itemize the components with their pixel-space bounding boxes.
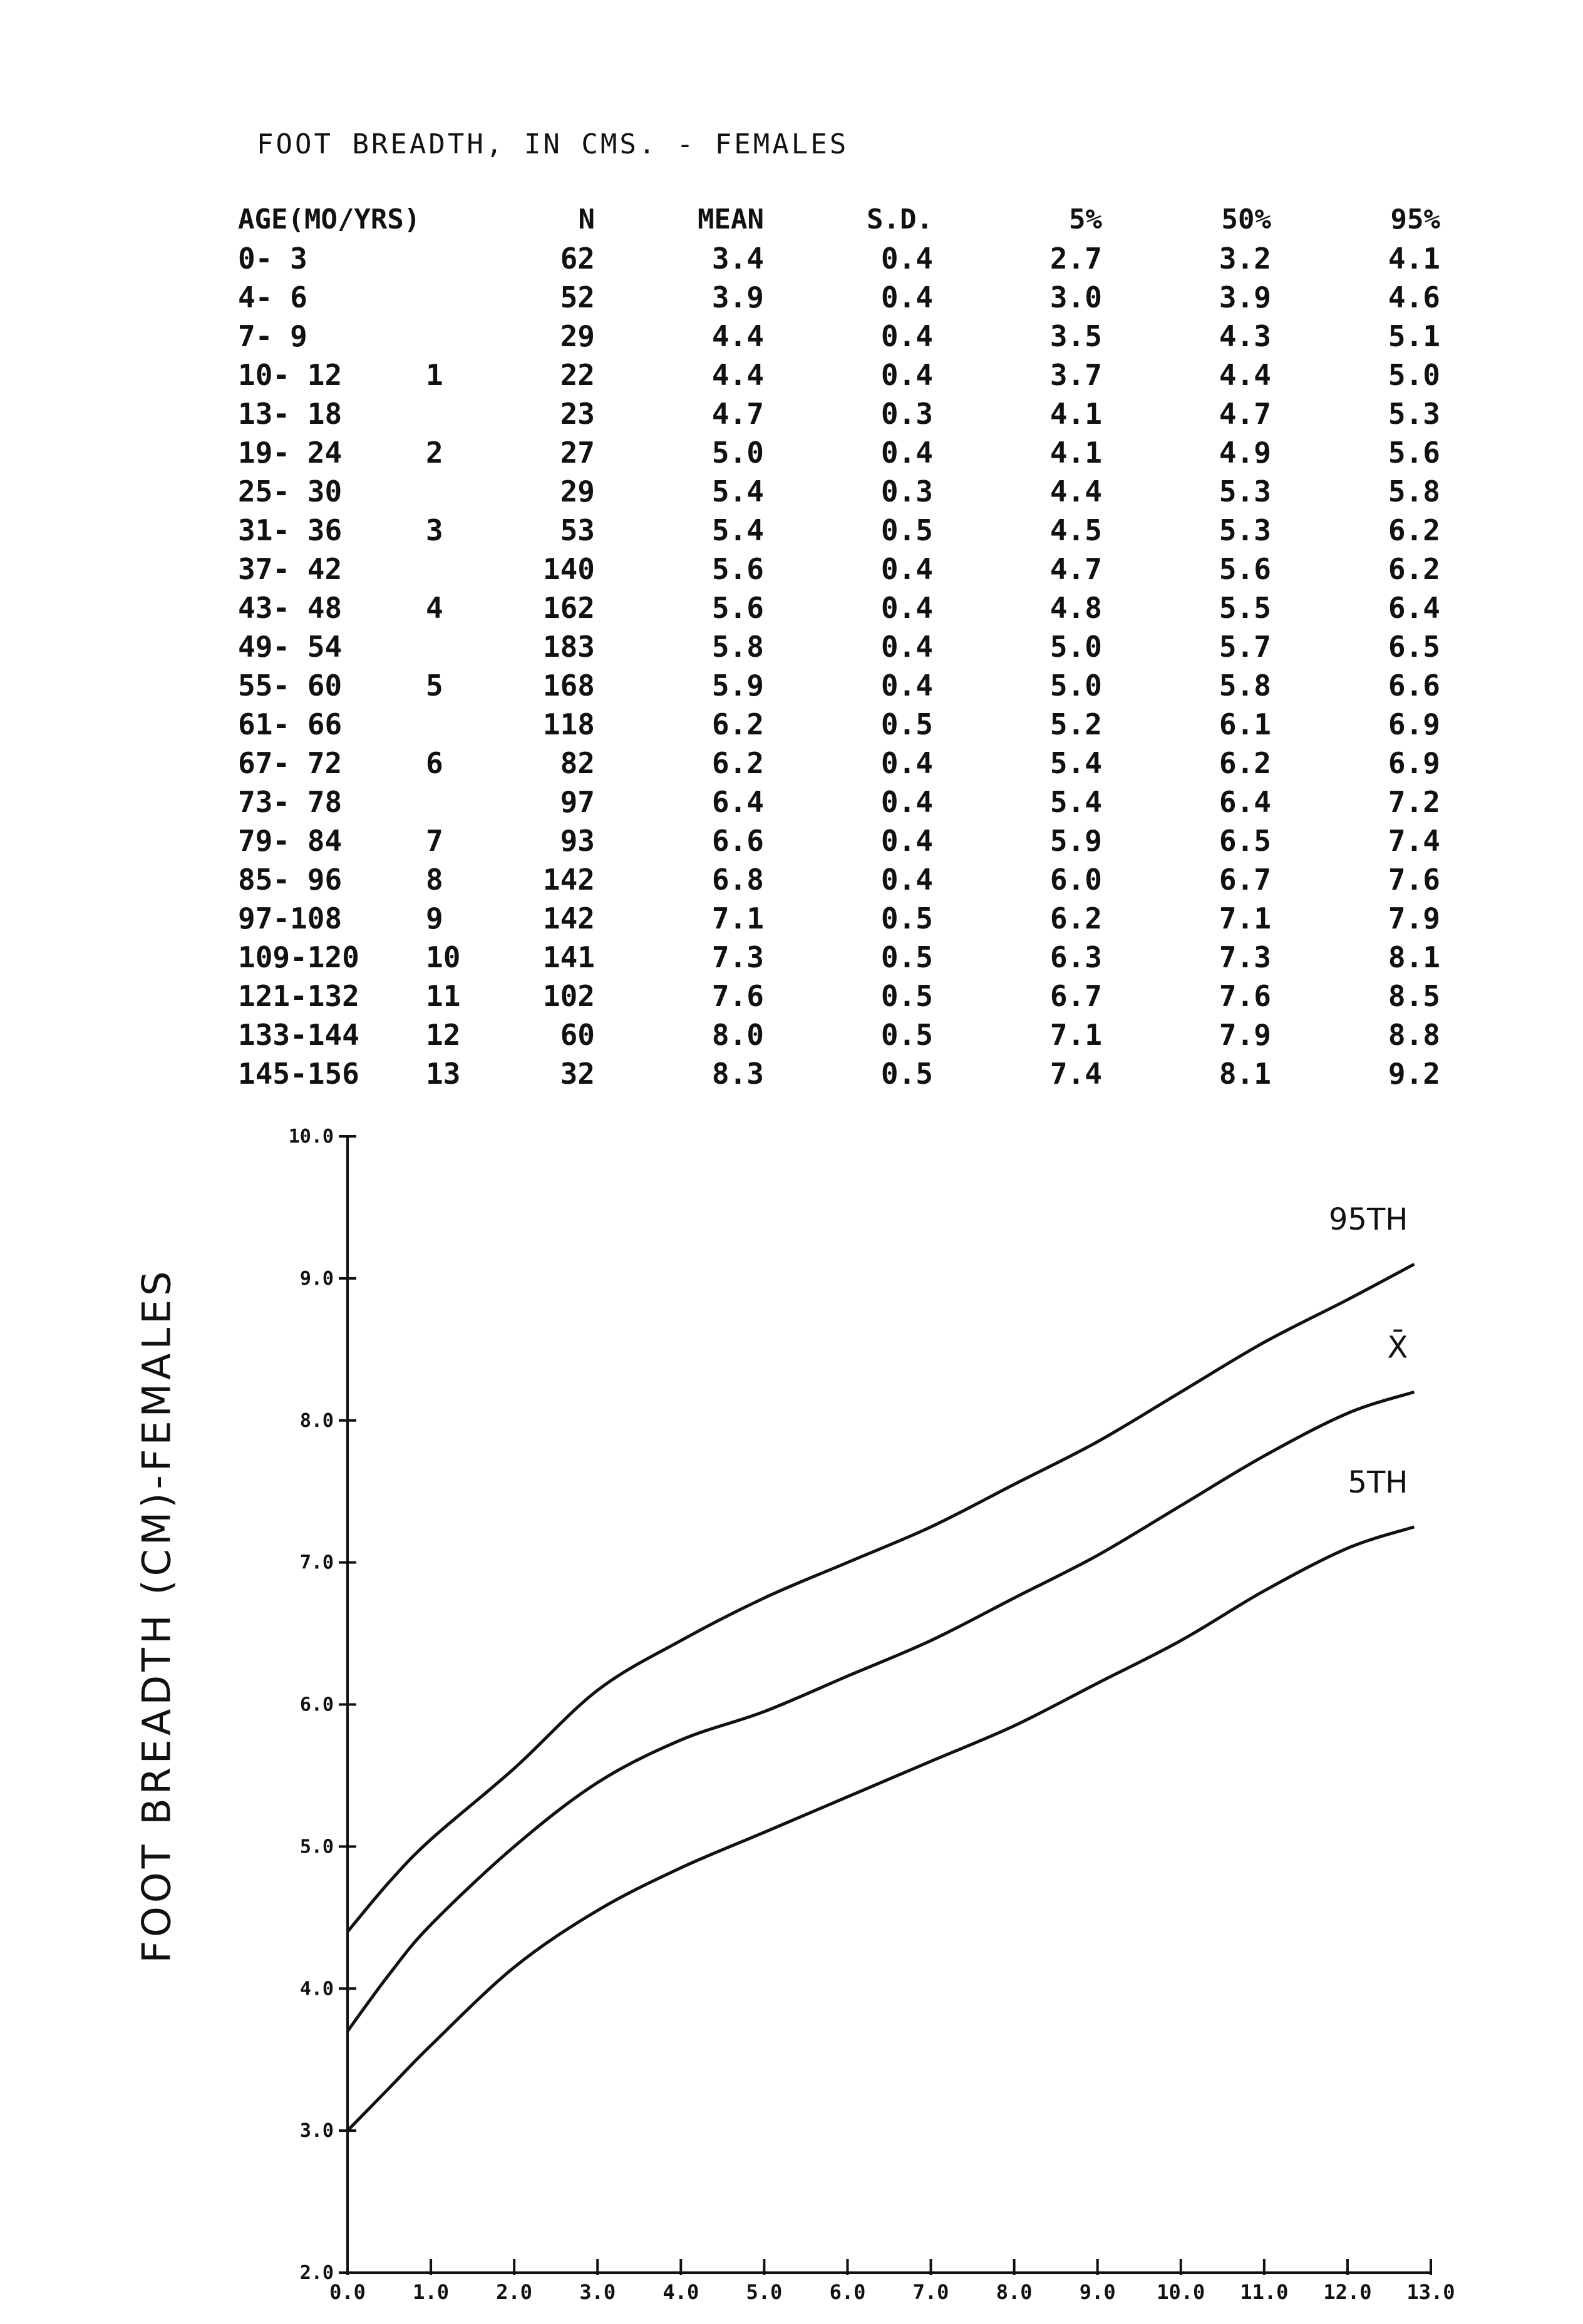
cell-mean: 3.4 xyxy=(711,242,764,275)
cell-mean: 6.2 xyxy=(711,746,764,780)
table-title: FOOT BREADTH, IN CMS. - FEMALES xyxy=(257,128,849,160)
cell-n: 29 xyxy=(560,319,595,353)
series-label-mean: X̄ xyxy=(1387,1330,1408,1365)
cell-p95: 5.0 xyxy=(1388,358,1440,392)
y-tick-label: 6.0 xyxy=(299,1694,334,1716)
cell-p95: 7.6 xyxy=(1388,863,1440,897)
x-tick-label: 12.0 xyxy=(1323,2280,1372,2304)
column-header-n: N xyxy=(578,203,595,235)
cell-sd: 0.4 xyxy=(880,591,933,625)
cell-sd: 0.3 xyxy=(880,475,933,508)
cell-sd: 0.4 xyxy=(880,436,933,470)
cell-p50: 4.7 xyxy=(1219,397,1271,431)
cell-year: 10 xyxy=(426,940,461,974)
cell-p5: 5.0 xyxy=(1049,669,1102,702)
cell-age: 4- 6 xyxy=(238,280,307,314)
cell-p5: 3.5 xyxy=(1049,319,1102,353)
cell-n: 62 xyxy=(560,242,595,275)
x-tick-label: 3.0 xyxy=(579,2280,616,2304)
cell-n: 140 xyxy=(542,552,595,586)
cell-n: 32 xyxy=(560,1057,595,1091)
cell-p50: 7.3 xyxy=(1219,940,1271,974)
cell-p95: 8.1 xyxy=(1388,940,1440,974)
cell-p5: 4.1 xyxy=(1049,397,1102,431)
cell-p5: 6.0 xyxy=(1049,863,1102,897)
cell-mean: 4.4 xyxy=(711,319,764,353)
cell-n: 23 xyxy=(560,397,595,431)
cell-year: 2 xyxy=(426,436,443,470)
cell-n: 52 xyxy=(560,280,595,314)
cell-year: 13 xyxy=(426,1057,461,1091)
cell-mean: 6.2 xyxy=(711,707,764,741)
cell-p50: 6.4 xyxy=(1219,785,1271,819)
cell-p95: 5.3 xyxy=(1388,397,1440,431)
cell-p5: 4.8 xyxy=(1049,591,1102,625)
cell-p5: 4.1 xyxy=(1049,436,1102,470)
cell-p5: 5.9 xyxy=(1049,824,1102,858)
cell-mean: 5.8 xyxy=(711,630,764,664)
cell-age: 31- 36 xyxy=(238,513,343,547)
cell-sd: 0.4 xyxy=(880,863,933,897)
cell-sd: 0.4 xyxy=(880,746,933,780)
cell-p5: 7.4 xyxy=(1049,1057,1102,1091)
cell-p95: 4.1 xyxy=(1388,242,1440,275)
cell-p50: 3.2 xyxy=(1219,242,1271,275)
cell-year: 5 xyxy=(426,669,443,702)
cell-year: 12 xyxy=(426,1018,461,1052)
series-line-mean xyxy=(348,1392,1414,2031)
cell-age: 67- 72 xyxy=(238,746,343,780)
cell-p5: 3.0 xyxy=(1049,280,1102,314)
x-tick-label: 8.0 xyxy=(996,2280,1033,2304)
cell-sd: 0.4 xyxy=(880,319,933,353)
cell-mean: 7.6 xyxy=(711,979,764,1013)
x-tick-label: 5.0 xyxy=(746,2280,783,2304)
cell-sd: 0.4 xyxy=(880,630,933,664)
y-tick-label: 3.0 xyxy=(299,2120,334,2142)
y-tick-label: 9.0 xyxy=(299,1267,334,1290)
cell-sd: 0.4 xyxy=(880,358,933,392)
y-tick-label: 8.0 xyxy=(299,1409,334,1432)
cell-age: 49- 54 xyxy=(238,630,343,664)
cell-p50: 6.2 xyxy=(1219,746,1271,780)
cell-p95: 7.2 xyxy=(1388,785,1440,819)
cell-p5: 4.4 xyxy=(1049,475,1102,508)
cell-age: 109-120 xyxy=(238,940,359,974)
cell-p50: 7.9 xyxy=(1219,1018,1271,1052)
cell-p95: 6.2 xyxy=(1388,513,1440,547)
cell-p50: 4.9 xyxy=(1219,436,1271,470)
x-tick-label: 11.0 xyxy=(1240,2280,1289,2304)
cell-p50: 7.1 xyxy=(1219,902,1271,935)
cell-mean: 8.3 xyxy=(711,1057,764,1091)
cell-sd: 0.4 xyxy=(880,280,933,314)
x-tick-label: 7.0 xyxy=(912,2280,949,2304)
cell-sd: 0.5 xyxy=(880,979,933,1013)
cell-n: 183 xyxy=(542,630,595,664)
cell-n: 60 xyxy=(560,1018,595,1052)
cell-n: 102 xyxy=(542,979,595,1013)
cell-age: 7- 9 xyxy=(238,319,307,353)
cell-year: 6 xyxy=(426,746,443,780)
cell-p50: 6.1 xyxy=(1219,707,1271,741)
cell-age: 25- 30 xyxy=(238,475,343,508)
cell-n: 93 xyxy=(560,824,595,858)
x-tick-label: 0.0 xyxy=(329,2280,366,2304)
cell-age: 133-144 xyxy=(238,1018,359,1052)
cell-age: 43- 48 xyxy=(238,591,343,625)
cell-sd: 0.4 xyxy=(880,669,933,702)
cell-p5: 6.2 xyxy=(1049,902,1102,935)
cell-p50: 7.6 xyxy=(1219,979,1271,1013)
cell-mean: 8.0 xyxy=(711,1018,764,1052)
y-axis-title: FOOT BREADTH (CM)-FEMALES xyxy=(133,1267,180,1963)
cell-mean: 7.3 xyxy=(711,940,764,974)
cell-year: 8 xyxy=(426,863,443,897)
cell-p50: 4.3 xyxy=(1219,319,1271,353)
cell-p50: 4.4 xyxy=(1219,358,1271,392)
cell-age: 0- 3 xyxy=(238,242,307,275)
cell-age: 73- 78 xyxy=(238,785,343,819)
column-header-sd: S.D. xyxy=(867,203,933,235)
cell-p95: 6.9 xyxy=(1388,746,1440,780)
cell-p95: 5.8 xyxy=(1388,475,1440,508)
series-label-95th: 95TH xyxy=(1328,1202,1408,1238)
cell-mean: 5.4 xyxy=(711,513,764,547)
cell-p5: 5.4 xyxy=(1049,785,1102,819)
cell-p95: 6.2 xyxy=(1388,552,1440,586)
cell-p50: 3.9 xyxy=(1219,280,1271,314)
cell-year: 9 xyxy=(426,902,443,935)
cell-age: 55- 60 xyxy=(238,669,343,702)
cell-n: 22 xyxy=(560,358,595,392)
cell-p5: 5.2 xyxy=(1049,707,1102,741)
cell-p50: 5.5 xyxy=(1219,591,1271,625)
cell-mean: 5.9 xyxy=(711,669,764,702)
cell-mean: 5.6 xyxy=(711,552,764,586)
x-tick-label: 4.0 xyxy=(663,2280,699,2304)
cell-p50: 5.7 xyxy=(1219,630,1271,664)
cell-p50: 5.6 xyxy=(1219,552,1271,586)
cell-p50: 6.7 xyxy=(1219,863,1271,897)
cell-mean: 4.4 xyxy=(711,358,764,392)
series-label-5th: 5TH xyxy=(1348,1464,1408,1500)
cell-p95: 6.6 xyxy=(1388,669,1440,702)
cell-p50: 8.1 xyxy=(1219,1057,1271,1091)
cell-n: 118 xyxy=(542,707,595,741)
cell-mean: 5.4 xyxy=(711,475,764,508)
column-header-p50: 50% xyxy=(1221,203,1271,235)
column-header-mean: MEAN xyxy=(698,203,764,235)
cell-n: 168 xyxy=(542,669,595,702)
cell-mean: 6.8 xyxy=(711,863,764,897)
cell-p95: 6.4 xyxy=(1388,591,1440,625)
cell-sd: 0.5 xyxy=(880,1018,933,1052)
column-header-p5: 5% xyxy=(1069,203,1102,235)
x-tick-label: 6.0 xyxy=(829,2280,866,2304)
cell-n: 142 xyxy=(542,863,595,897)
x-tick-label: 10.0 xyxy=(1157,2280,1205,2304)
cell-age: 85- 96 xyxy=(238,863,343,897)
cell-mean: 4.7 xyxy=(711,397,764,431)
cell-p95: 6.9 xyxy=(1388,707,1440,741)
cell-p5: 5.0 xyxy=(1049,630,1102,664)
cell-age: 19- 24 xyxy=(238,436,343,470)
x-tick-label: 1.0 xyxy=(413,2280,449,2304)
cell-p5: 6.3 xyxy=(1049,940,1102,974)
cell-age: 145-156 xyxy=(238,1057,359,1091)
cell-p95: 4.6 xyxy=(1388,280,1440,314)
cell-n: 141 xyxy=(542,940,595,974)
cell-p50: 6.5 xyxy=(1219,824,1271,858)
cell-age: 79- 84 xyxy=(238,824,343,858)
cell-p95: 8.8 xyxy=(1388,1018,1440,1052)
cell-n: 29 xyxy=(560,475,595,508)
cell-age: 13- 18 xyxy=(238,397,343,431)
cell-p5: 2.7 xyxy=(1049,242,1102,275)
cell-n: 97 xyxy=(560,785,595,819)
x-tick-label: 2.0 xyxy=(496,2280,533,2304)
cell-p95: 5.6 xyxy=(1388,436,1440,470)
cell-p95: 6.5 xyxy=(1388,630,1440,664)
y-tick-label: 2.0 xyxy=(299,2262,334,2284)
cell-n: 142 xyxy=(542,902,595,935)
cell-n: 53 xyxy=(560,513,595,547)
cell-mean: 5.6 xyxy=(711,591,764,625)
cell-year: 4 xyxy=(426,591,443,625)
column-header-age: AGE(MO/YRS) xyxy=(238,203,421,235)
cell-mean: 6.4 xyxy=(711,785,764,819)
cell-sd: 0.5 xyxy=(880,940,933,974)
cell-n: 27 xyxy=(560,436,595,470)
cell-year: 11 xyxy=(426,979,461,1013)
cell-sd: 0.5 xyxy=(880,513,933,547)
cell-sd: 0.5 xyxy=(880,1057,933,1091)
cell-p95: 9.2 xyxy=(1388,1057,1440,1091)
column-header-p95: 95% xyxy=(1390,203,1440,235)
cell-p5: 5.4 xyxy=(1049,746,1102,780)
cell-p50: 5.3 xyxy=(1219,475,1271,508)
y-tick-label: 4.0 xyxy=(299,1978,334,2000)
cell-p95: 5.1 xyxy=(1388,319,1440,353)
cell-p50: 5.3 xyxy=(1219,513,1271,547)
cell-sd: 0.4 xyxy=(880,785,933,819)
cell-p5: 6.7 xyxy=(1049,979,1102,1013)
series-line-5th xyxy=(348,1527,1414,2131)
cell-year: 3 xyxy=(426,513,443,547)
cell-sd: 0.4 xyxy=(880,824,933,858)
cell-age: 121-132 xyxy=(238,979,359,1013)
y-tick-label: 10.0 xyxy=(288,1126,334,1148)
cell-p95: 7.4 xyxy=(1388,824,1440,858)
cell-p5: 7.1 xyxy=(1049,1018,1102,1052)
cell-sd: 0.4 xyxy=(880,552,933,586)
x-tick-label: 13.0 xyxy=(1406,2280,1455,2304)
cell-year: 1 xyxy=(426,358,443,392)
cell-age: 37- 42 xyxy=(238,552,343,586)
cell-mean: 5.0 xyxy=(711,436,764,470)
cell-p5: 4.5 xyxy=(1049,513,1102,547)
cell-sd: 0.3 xyxy=(880,397,933,431)
cell-p5: 4.7 xyxy=(1049,552,1102,586)
cell-age: 97-108 xyxy=(238,902,343,935)
cell-p5: 3.7 xyxy=(1049,358,1102,392)
cell-n: 162 xyxy=(542,591,595,625)
cell-sd: 0.5 xyxy=(880,902,933,935)
cell-mean: 7.1 xyxy=(711,902,764,935)
y-tick-label: 5.0 xyxy=(299,1836,334,1858)
cell-age: 10- 12 xyxy=(238,358,343,392)
cell-p95: 8.5 xyxy=(1388,979,1440,1013)
cell-year: 7 xyxy=(426,824,443,858)
cell-age: 61- 66 xyxy=(238,707,343,741)
cell-sd: 0.5 xyxy=(880,707,933,741)
cell-n: 82 xyxy=(560,746,595,780)
cell-mean: 3.9 xyxy=(711,280,764,314)
cell-p50: 5.8 xyxy=(1219,669,1271,702)
y-tick-label: 7.0 xyxy=(299,1551,334,1574)
cell-sd: 0.4 xyxy=(880,242,933,275)
cell-mean: 6.6 xyxy=(711,824,764,858)
cell-p95: 7.9 xyxy=(1388,902,1440,935)
x-tick-label: 9.0 xyxy=(1079,2280,1116,2304)
